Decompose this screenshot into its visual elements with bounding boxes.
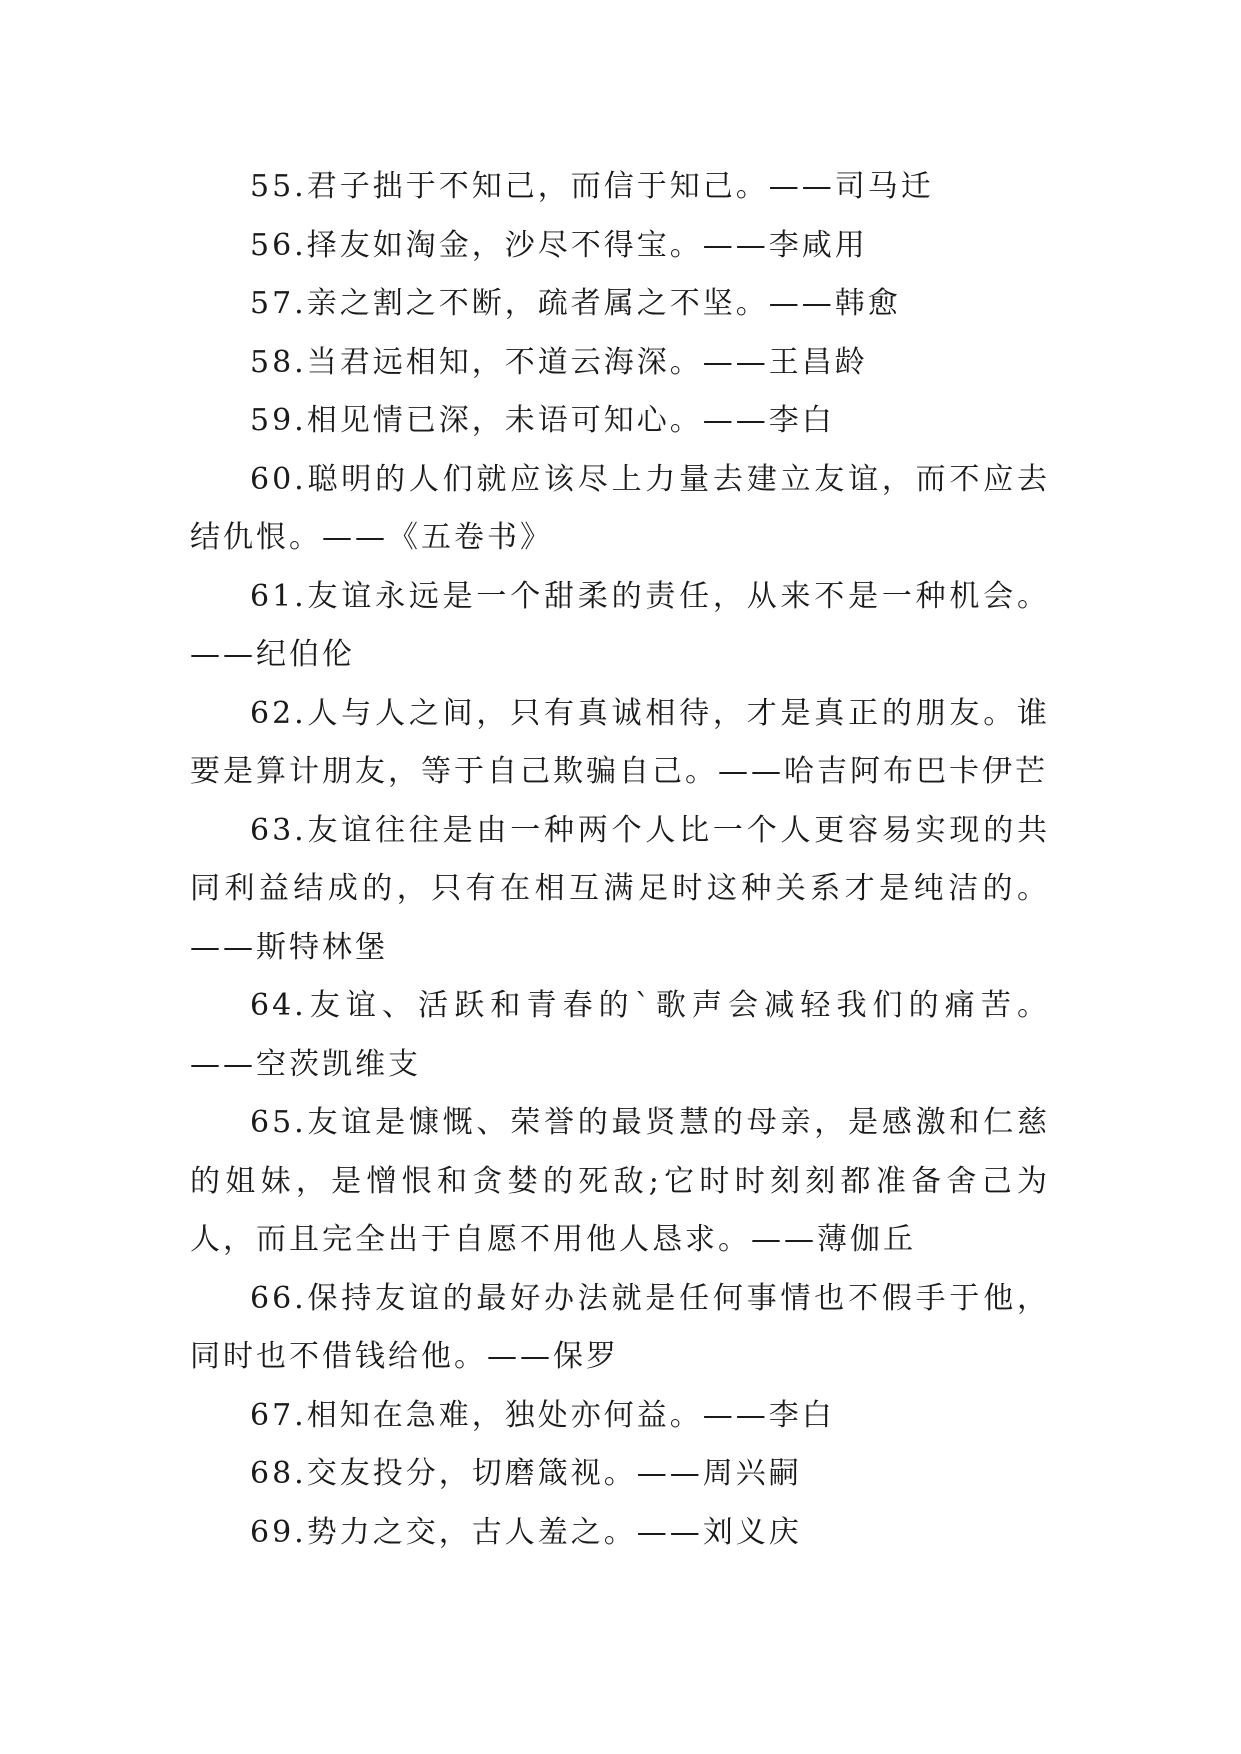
document-page xyxy=(190,158,1050,1562)
quote-61: 61.友谊永远是一个甜柔的责任，从来不是一种机会。——纪伯伦 xyxy=(190,578,1050,672)
quote-58: 58.当君远相知，不道云海深。——王昌龄 xyxy=(250,344,868,380)
quote-60: 60.聪明的人们就应该尽上力量去建立友谊，而不应去结仇恨。——《五卷书》 xyxy=(190,461,1050,555)
quote-65: 65.友谊是慷慨、荣誉的最贤慧的母亲，是感激和仁慈的姐妹，是憎恨和贪婪的死敌;它时时刻刻都准备舍己为人，而且完全出于自愿不用他人恳求。——薄伽丘 xyxy=(190,1105,1050,1257)
quote-68: 68.交友投分，切磨箴视。——周兴嗣 xyxy=(250,1456,802,1491)
quote-55: 55.君子拙于不知己，而信于知己。——司马迁 xyxy=(250,169,934,204)
quote-64: 64.友谊、活跃和青春的`歌声会减轻我们的痛苦。——空茨凯维支 xyxy=(190,988,1050,1082)
quote-57: 57.亲之割之不断，疏者属之不坚。——韩愈 xyxy=(250,286,901,321)
quote-69: 69.势力之交，古人羞之。——刘义庆 xyxy=(250,1514,802,1550)
quote-62: 62.人与人之间，只有真诚相待，才是真正的朋友。谁要是算计朋友，等于自己欺骗自己。——哈吉阿布巴卡伊芒 xyxy=(190,695,1050,789)
quote-67: 67.相知在急难，独处亦何益。——李白 xyxy=(250,1397,835,1433)
quote-66: 66.保持友谊的最好办法就是任何事情也不假手于他，同时也不借钱给他。——保罗 xyxy=(190,1280,1050,1374)
quote-59: 59.相见情已深，未语可知心。——李白 xyxy=(250,403,835,438)
quote-56: 56.择友如淘金，沙尽不得宝。——李咸用 xyxy=(250,227,868,263)
quote-63: 63.友谊往往是由一种两个人比一个人更容易实现的共同利益结成的，只有在相互满足时这种关系才是纯洁的。——斯特林堡 xyxy=(190,812,1050,965)
